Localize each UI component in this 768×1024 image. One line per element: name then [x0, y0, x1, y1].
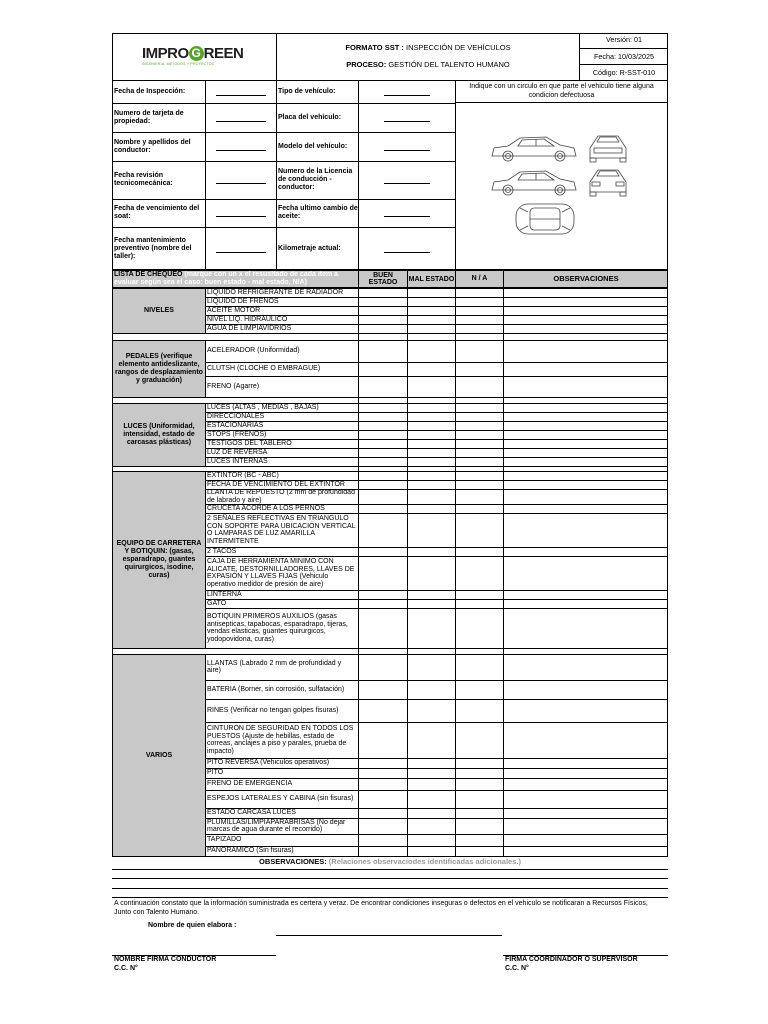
- checklist-item-label: LLANTAS (Labrado 2 mm de profundidad y aire): [207, 659, 342, 674]
- logo-tagline: INGENIERIA, METODOS Y PROYECTOS: [142, 62, 215, 67]
- observation-cell[interactable]: [503, 376, 668, 398]
- info-label-mid: Modelo del vehículo:: [278, 142, 348, 150]
- logo-cell: [112, 33, 277, 81]
- checkbox-bad[interactable]: [407, 818, 455, 835]
- info-label-left: Numero de tarjeta de propiedad:: [114, 109, 184, 125]
- checklist-group-label: VARIOS: [112, 654, 206, 857]
- checkbox-na[interactable]: [455, 489, 503, 505]
- checkbox-good[interactable]: [358, 699, 407, 723]
- checklist-item-label: LIQUIDO DE FRENOS: [207, 297, 279, 305]
- driver-signature-label: NOMBRE FIRMA CONDUCTOR: [114, 956, 217, 963]
- logo-text-mid: G: [189, 46, 204, 61]
- car-front-view-icon: [590, 136, 626, 162]
- checklist-item-label: CINTURON DE SEGURIDAD EN TODOS LOS PUESTOS (Ajuste de hebillas, estado de correas, anclajes a piso y parales, prueba de impacto): [207, 725, 354, 755]
- info-label-left: Fecha de vencimiento del soat:: [114, 205, 200, 220]
- observation-cell[interactable]: [503, 513, 668, 548]
- checkbox-na[interactable]: [455, 556, 503, 591]
- info-field-mid[interactable]: [384, 95, 430, 96]
- checklist-item-label: LIQUIDO REFRIGERANTE DE RADIADOR: [207, 288, 344, 296]
- info-divider-b: [358, 81, 359, 270]
- process-value: GESTIÓN DEL TALENTO HUMANO: [388, 60, 510, 69]
- checkbox-good[interactable]: [358, 790, 407, 809]
- checklist-item-label: ACELERADOR (Uniformidad): [207, 347, 300, 355]
- format-label: FORMATO SST :: [345, 43, 404, 52]
- observation-cell[interactable]: [503, 699, 668, 723]
- format-value: INSPECCIÓN DE VEHÍCULOS: [405, 43, 511, 52]
- observation-cell[interactable]: [503, 818, 668, 835]
- observation-cell[interactable]: [503, 489, 668, 505]
- info-field-mid[interactable]: [384, 150, 430, 151]
- version-text: Versión: 01: [606, 35, 642, 44]
- observation-line-2[interactable]: [112, 878, 668, 879]
- vehicle-diagram: [488, 128, 638, 243]
- company-logo: [142, 45, 252, 71]
- col-header-observations-text: OBSERVACIONES: [553, 273, 619, 283]
- car-silhouette-icon: [488, 128, 638, 243]
- checkbox-na[interactable]: [455, 699, 503, 723]
- coordinator-id-label: C.C. N°: [505, 965, 529, 972]
- checklist-subtitle-text: (marque con un x el resusltado de cada item a evaluar según sea el caso: buen estado - mal estado, N/A): [114, 271, 339, 286]
- checklist-item-label: ACEITE MOTOR: [207, 306, 261, 314]
- checklist-item-label: DIRECCIONALES: [207, 412, 265, 420]
- info-field-mid[interactable]: [384, 183, 430, 184]
- checkbox-good[interactable]: [358, 556, 407, 591]
- info-label-left: Nombre y apellidos del conductor:: [114, 138, 191, 154]
- checklist-item-label: PITO: [207, 769, 224, 777]
- checklist-item-label: RINES (Verificar no tengan golpes fisuras): [207, 706, 339, 714]
- info-field-mid[interactable]: [384, 216, 430, 217]
- checklist-item-label: STOPS (FRENOS): [207, 430, 267, 438]
- checkbox-bad[interactable]: [407, 722, 455, 759]
- checkbox-good[interactable]: [358, 362, 407, 377]
- logo-text-left: IMPRO: [142, 45, 189, 62]
- col-header-bad: [407, 270, 455, 288]
- checklist-item-label: ESTADO CARCASA LUCES: [207, 809, 296, 817]
- info-label-left: Fecha de Inspección:: [114, 88, 186, 95]
- checklist-group-label: NIVELES: [112, 288, 206, 334]
- checkbox-good[interactable]: [358, 489, 407, 505]
- checkbox-bad[interactable]: [407, 680, 455, 700]
- checkbox-na[interactable]: [455, 680, 503, 700]
- observations-hint: (Relaciones observaciodes identificadas adicionales.): [328, 857, 521, 866]
- info-label-mid: Fecha ultimo cambio de aceite:: [278, 205, 358, 220]
- code-text: Código: R-SST-010: [592, 68, 656, 77]
- checkbox-bad[interactable]: [407, 376, 455, 398]
- col-header-good: [358, 270, 407, 288]
- checklist-item-label: TAPIZADO: [207, 836, 242, 844]
- checklist-item-label: 2 SEÑALES REFLECTIVAS EN TRIANGULO CON SOPORTE PARA UBICACIÓN VERTICAL O LAMPARAS DE LUZ AMARILLA INTERMITENTE: [207, 515, 356, 545]
- format-title: [277, 44, 579, 53]
- car-side-view-2-icon: [492, 171, 576, 195]
- meta-column: [579, 33, 668, 81]
- info-field-left[interactable]: [216, 216, 266, 217]
- checkbox-bad[interactable]: [407, 790, 455, 809]
- col-header-na: [455, 270, 503, 288]
- process-label: PROCESO:: [346, 60, 387, 69]
- checkbox-bad[interactable]: [407, 608, 455, 649]
- checkbox-na[interactable]: [455, 722, 503, 759]
- col-header-observations: [503, 270, 668, 288]
- date-cell: [580, 49, 668, 65]
- checkbox-bad[interactable]: [407, 489, 455, 505]
- checklist-group-label: PEDALES (verifique elemento antideslizante, rangos de desplazamiento y graduación): [112, 340, 206, 398]
- checkbox-bad[interactable]: [407, 556, 455, 591]
- checklist-title: [114, 271, 357, 287]
- checkbox-na[interactable]: [455, 340, 503, 363]
- checkbox-bad[interactable]: [407, 513, 455, 548]
- checkbox-good[interactable]: [358, 513, 407, 548]
- checkbox-na[interactable]: [455, 846, 503, 857]
- checklist-item-label: FRENO DE EMERGENCIA: [207, 780, 293, 788]
- checkbox-bad[interactable]: [407, 846, 455, 857]
- observation-cell[interactable]: [503, 556, 668, 591]
- checklist-item-label: FRENO (Agarre): [207, 382, 260, 390]
- checklist-item-label: CAJA DE HERRAMIENTA MINIMO CON ALICATE, DESTORNILLADORES, LLAVES DE EXPASIÓN Y LLAVES FIJAS (Vehiculo operativo medidor de presión de aire): [207, 558, 355, 588]
- info-field-left[interactable]: [216, 183, 266, 184]
- observations-heading: [112, 858, 668, 867]
- car-side-view-icon: [492, 137, 576, 161]
- info-field-mid[interactable]: [384, 121, 430, 122]
- checklist-item-label: TESTIGOS DEL TABLERO: [207, 439, 292, 447]
- checkbox-good[interactable]: [358, 722, 407, 759]
- observation-line-3[interactable]: [112, 888, 668, 889]
- observation-cell[interactable]: [503, 654, 668, 681]
- observation-cell[interactable]: [503, 340, 668, 363]
- checklist-item-label: ESTACIONARIAS: [207, 421, 264, 429]
- checkbox-na[interactable]: [455, 608, 503, 649]
- car-instruction-text: Indique con un circulo en que parte el vehiculo tiene alguna condicion defectuosa: [469, 83, 654, 99]
- checkbox-na[interactable]: [455, 376, 503, 398]
- info-field-left[interactable]: [216, 150, 266, 151]
- observation-cell[interactable]: [503, 790, 668, 809]
- checkbox-good[interactable]: [358, 818, 407, 835]
- col-header-bad-text: MAL ESTADO: [408, 275, 455, 283]
- process-title: [277, 61, 579, 70]
- checklist-item-label: AGUA DE LIMPIAVIDRIOS: [207, 324, 292, 332]
- observation-cell[interactable]: [503, 846, 668, 857]
- checklist-item-label: GATO: [207, 599, 227, 607]
- driver-id-label: C.C. N°: [114, 965, 138, 972]
- info-field-left[interactable]: [216, 252, 266, 253]
- checklist-group-label: LUCES (Uniformidad, intensidad, estado de carcasas plásticas): [112, 403, 206, 467]
- car-instruction: [456, 82, 667, 101]
- info-divider-a: [205, 81, 206, 270]
- checkbox-good[interactable]: [358, 376, 407, 398]
- checklist-item-label: PITO REVERSA (Vehiculos operativos): [207, 759, 330, 767]
- checkbox-na[interactable]: [455, 790, 503, 809]
- info-label-mid: Numero de la Licencia de conducción - conductor:: [278, 168, 353, 191]
- checklist-item-label: EXTINTOR (BC - ABC): [207, 471, 279, 479]
- info-divider-right: [455, 81, 456, 270]
- prepared-by-label: Nombre de quien elabora :: [148, 922, 237, 929]
- checklist-item-label: LLANTA DE REPUESTO (2 mm de profundidad de labrado y aire): [207, 489, 355, 504]
- checklist-item-label: PLUMILLAS/LIMPIAPARABRISAS (No dejar marcas de agua durante el recorrido): [207, 818, 346, 833]
- checklist-title-text: LISTA DE CHEQUEO: [114, 271, 183, 278]
- checklist-item-label: LUCES INTERNAS: [207, 457, 268, 465]
- checklist-item-label: ESPEJOS LATERALES Y CABINA (sin fisuras): [207, 795, 354, 803]
- checklist-item-label: FECHA DE VENCIMIENTO DEL EXTINTOR: [207, 480, 345, 488]
- checkbox-good[interactable]: [358, 608, 407, 649]
- observations-label: OBSERVACIONES:: [259, 857, 327, 866]
- info-label-mid: Placa del vehículo:: [278, 113, 342, 121]
- checklist-item-label: CRUCETA ACORDE A LOS PERNOS: [207, 504, 325, 512]
- code-cell: [580, 65, 668, 81]
- checklist-group-label: EQUIPO DE CARRETERA Y BOTIQUIN: (gasas, esparadrapo, guantes quirurgicos, isodine, curas): [112, 471, 206, 649]
- info-label-mid: Tipo de vehículo:: [278, 88, 336, 95]
- observation-line-1[interactable]: [112, 869, 668, 870]
- observation-cell[interactable]: [503, 608, 668, 649]
- checklist-item-label: LUZ DE REVERSA: [207, 448, 268, 456]
- car-instruction-border: [455, 102, 668, 103]
- checkbox-bad[interactable]: [407, 699, 455, 723]
- info-field-mid[interactable]: [384, 252, 430, 253]
- col-header-na-text: N / A: [471, 274, 488, 282]
- logo-text-right: REEN: [203, 45, 244, 62]
- observation-cell[interactable]: [503, 722, 668, 759]
- info-label-left: Fecha revisión tecnicomecánica:: [114, 172, 173, 187]
- col-header-good-text: BUEN ESTADO: [368, 272, 398, 286]
- checklist-item-label: 2 TACOS: [207, 547, 237, 555]
- observation-cell[interactable]: [503, 680, 668, 700]
- version-cell: [580, 33, 668, 49]
- checkbox-good[interactable]: [358, 654, 407, 681]
- declaration-text: A continuación constato que la información suministrada es certera y veraz. De encontrar condiciones inseguras o defectos en el vehiculo se notificaran a Recursos Físicos, Junto con Talento Humano.: [114, 900, 648, 916]
- checkbox-good[interactable]: [358, 340, 407, 363]
- checkbox-bad[interactable]: [407, 340, 455, 363]
- info-label-mid: Kilometraje actual:: [278, 244, 341, 252]
- info-label-left: Fecha mantenimiento preventivo (nombre del taller):: [114, 236, 192, 260]
- info-divider-mid: [276, 81, 277, 270]
- info-field-left[interactable]: [216, 121, 266, 122]
- checkbox-good[interactable]: [358, 846, 407, 857]
- checklist-item-label: BOTIQUIN PRIMEROS AUXILIOS (gasas antisepticas, tapabocas, esparadrapo, tijeras, vendas elasticas, guantes quirurgicos, yodopovidona, curas): [207, 613, 348, 643]
- checklist-item-label: PANORAMICO (Sin fisuras): [207, 847, 294, 855]
- observation-cell[interactable]: [503, 362, 668, 377]
- checklist-item-label: LINTERNA: [207, 590, 242, 598]
- coordinator-signature-label: FIRMA COORDINADOR O SUPERVISOR: [505, 956, 638, 963]
- checkbox-bad[interactable]: [407, 654, 455, 681]
- checkbox-bad[interactable]: [407, 362, 455, 377]
- observation-line-4[interactable]: [112, 897, 668, 898]
- checkbox-na[interactable]: [455, 818, 503, 835]
- checklist-item-label: CLUTSH (CLOCHE O EMBRAGUE): [207, 365, 321, 373]
- checkbox-good[interactable]: [358, 680, 407, 700]
- checkbox-na[interactable]: [455, 513, 503, 548]
- checklist-item-label: NIVEL LIQ. HIDRAULICO: [207, 315, 288, 323]
- checkbox-na[interactable]: [455, 654, 503, 681]
- car-top-view-icon: [516, 204, 574, 234]
- date-text: Fecha: 10/03/2025: [594, 52, 654, 61]
- checklist-item-label: BATERIA (Borner, sin corrosión, sulfatación): [207, 685, 345, 693]
- info-field-left[interactable]: [216, 95, 266, 96]
- checklist-item-label: LUCES (ALTAS , MEDIAS , BAJAS): [207, 403, 319, 411]
- car-rear-view-icon: [590, 170, 626, 196]
- prepared-by-line[interactable]: [276, 935, 502, 936]
- checkbox-na[interactable]: [455, 362, 503, 377]
